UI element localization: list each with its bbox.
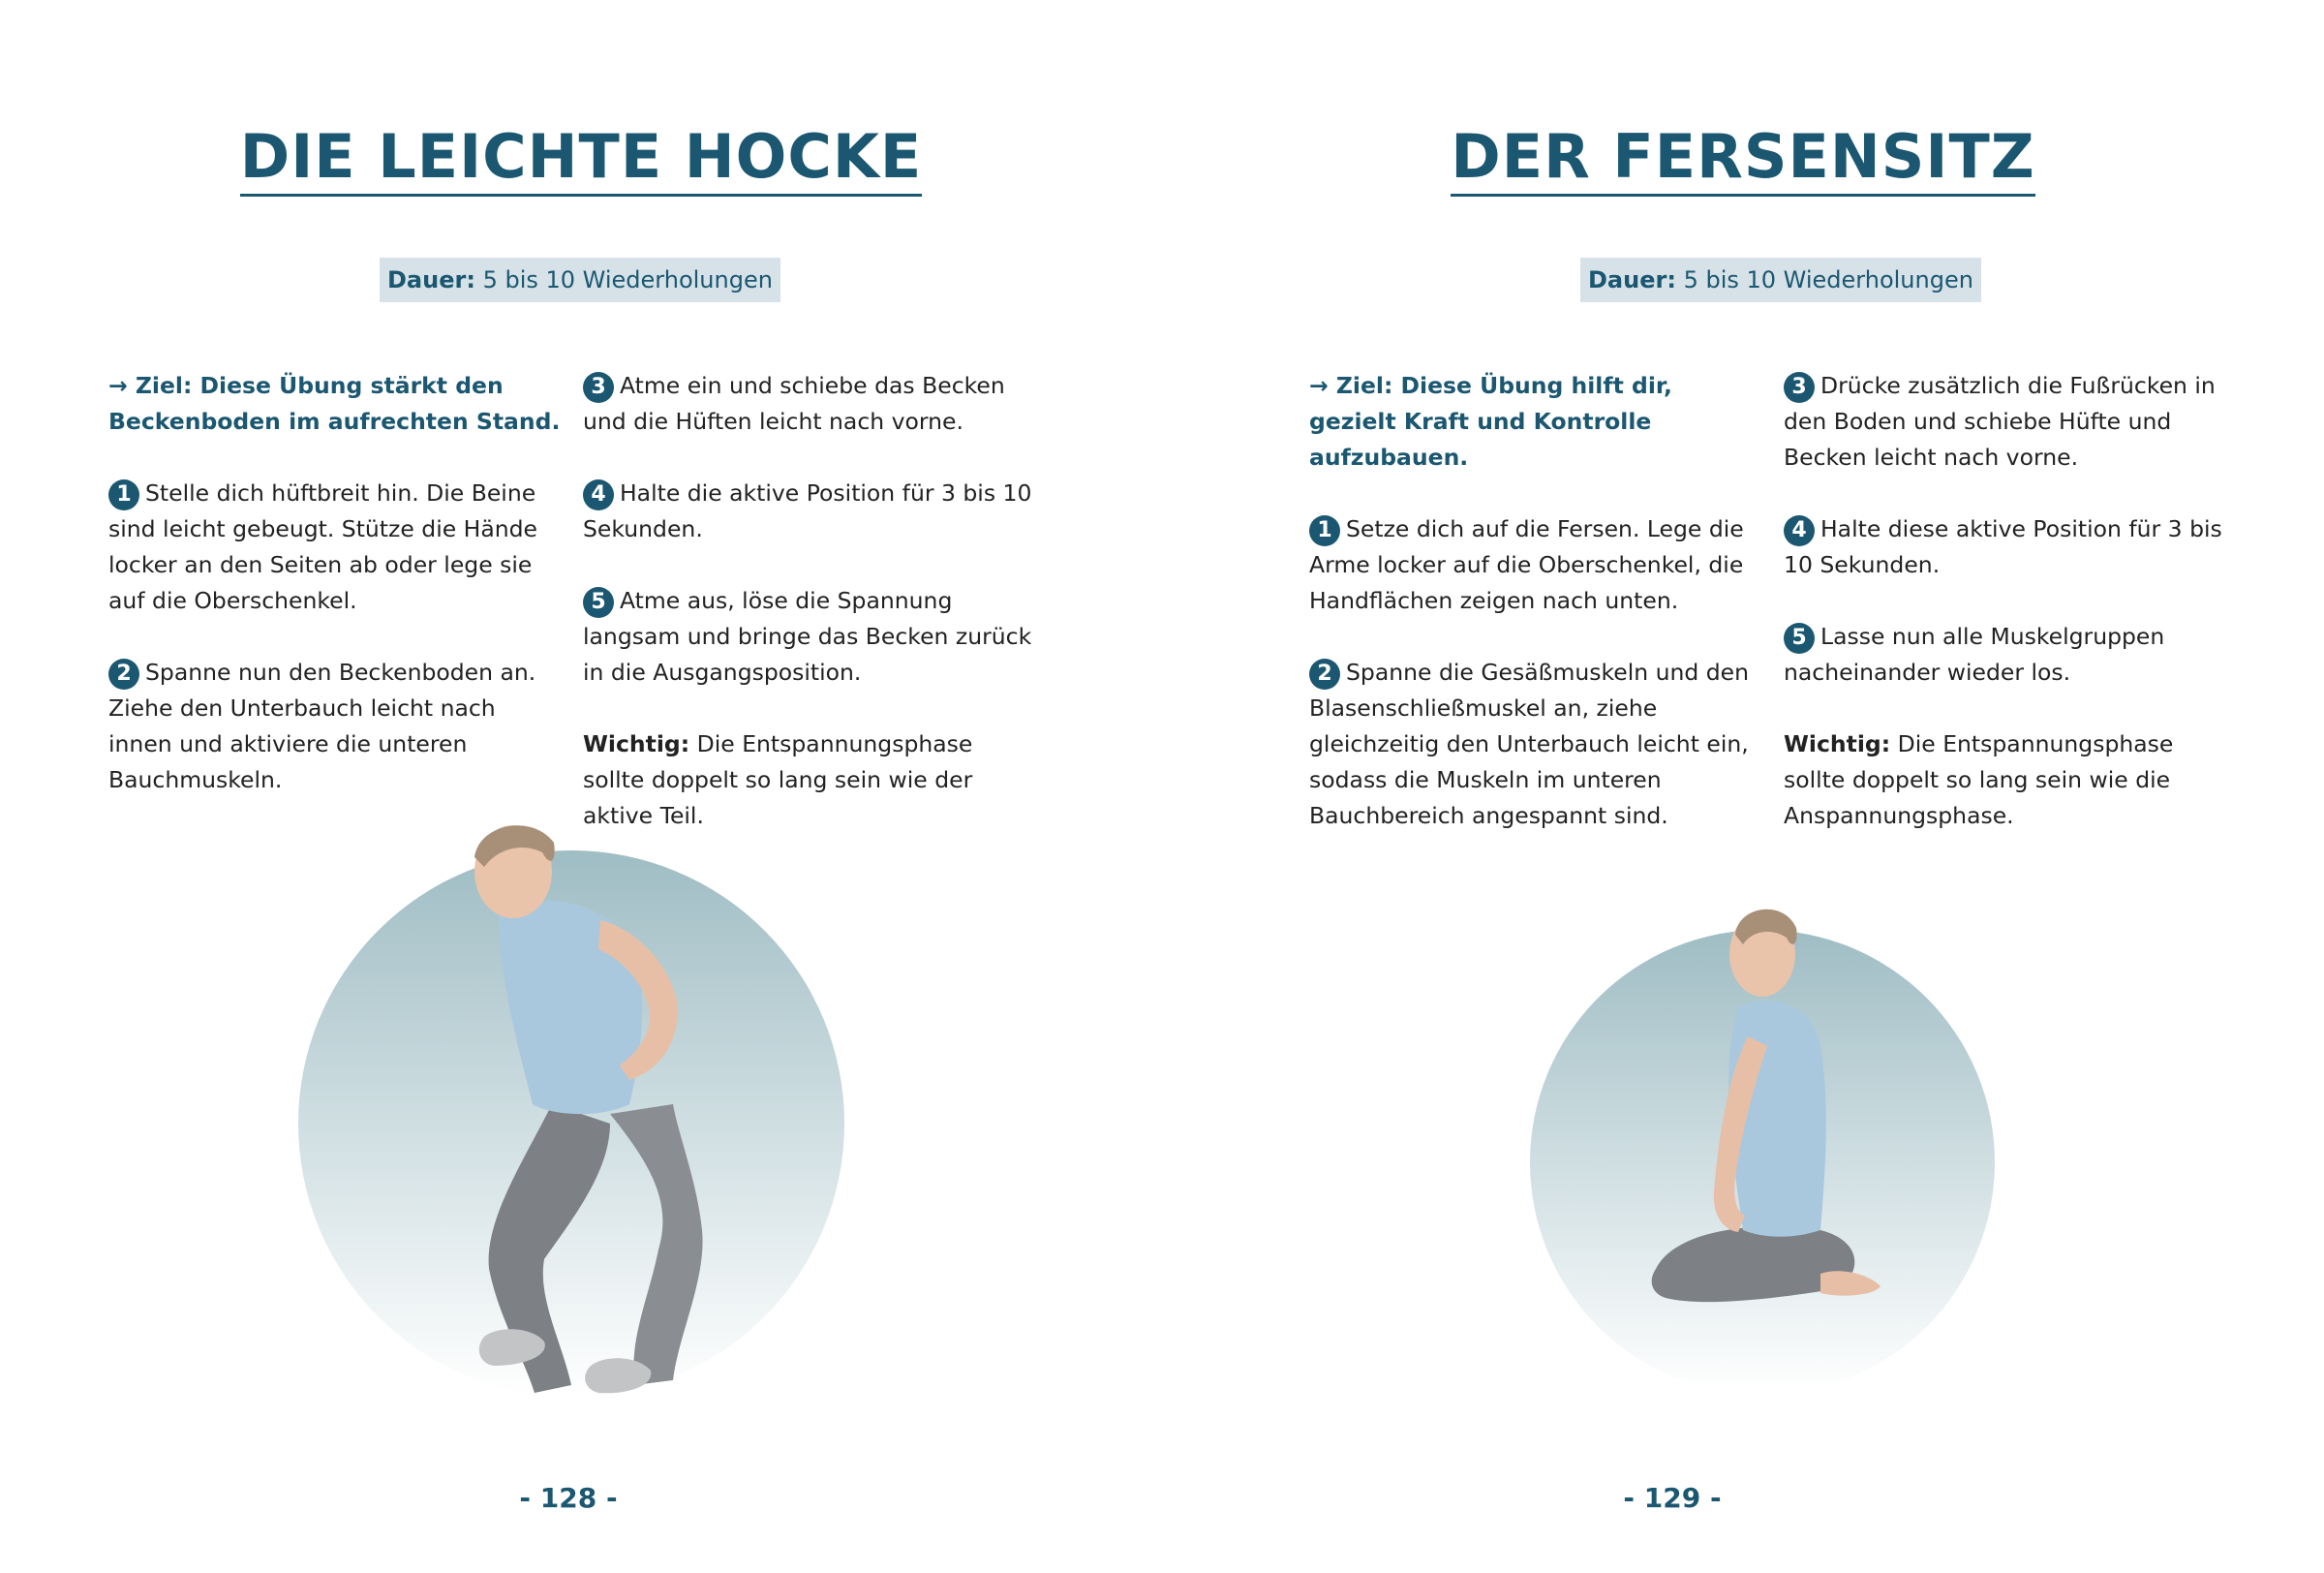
left-step-2 (108, 655, 564, 798)
right-step-3 (1784, 368, 2239, 476)
left-step-5-text: Atme aus, löse die Spannung langsam und bringe das Becken zurück in die Ausgangsposition. (583, 587, 1032, 686)
right-step-5-text: Lasse nun alle Muskelgruppen nacheinander wieder los. (1784, 623, 2165, 686)
right-step-1 (1309, 511, 1764, 619)
left-step-5 (583, 583, 1038, 691)
step-number-5: 5 (1784, 623, 1815, 654)
right-page-title: DER FERSENSITZ (1451, 120, 2034, 197)
step-number-3: 3 (583, 372, 614, 403)
right-goal: → Ziel: Diese Übung hilft dir, gezielt Kraft und Kontrolle aufzubauen. (1309, 372, 1672, 471)
left-step-3-text: Atme ein und schiebe das Becken und die Hüften leicht nach vorne. (583, 372, 1005, 435)
step-number-5: 5 (583, 587, 614, 618)
kneeling-figure-illustration (1530, 881, 2014, 1385)
left-duration-badge (380, 258, 780, 302)
right-step-4-text: Halte diese aktive Position für 3 bis 10 Sekunden. (1784, 515, 2222, 578)
left-step-4 (583, 476, 1038, 547)
right-duration-value: 5 bis 10 Wiederholungen (1683, 266, 1973, 293)
right-step-2-text: Spanne die Gesäßmuskeln und den Blasenschließmuskel an, ziehe gleichzeitig den Unterbauch leicht ein, sodass die Muskeln im unteren Bauchbereich angespannt sind. (1309, 659, 1750, 829)
right-step-2 (1309, 655, 1764, 834)
step-number-4: 4 (1784, 515, 1815, 546)
right-step-5 (1784, 619, 2239, 691)
right-duration-badge (1580, 258, 1981, 302)
right-duration-label: Dauer: (1588, 266, 1676, 293)
left-step-1 (108, 476, 564, 619)
right-column-2 (1784, 368, 2239, 870)
left-page-title: DIE LEICHTE HOCKE (240, 120, 923, 197)
right-title-wrap (1162, 120, 2324, 197)
right-step-4 (1784, 511, 2239, 583)
left-step-2-text: Spanne nun den Beckenboden an. Ziehe den Unterbauch leicht nach innen und aktiviere die unteren Bauchmuskeln. (108, 659, 536, 793)
step-number-1: 1 (1309, 515, 1340, 546)
step-number-3: 3 (1784, 372, 1815, 403)
left-important-label: Wichtig: (583, 730, 690, 757)
left-duration-label: Dauer: (387, 266, 475, 293)
left-duration-value: 5 bis 10 Wiederholungen (482, 266, 773, 293)
left-important-text: Die Entspannungsphase sollte doppelt so lang sein wie der aktive Teil. (583, 730, 973, 829)
step-number-2: 2 (108, 659, 139, 690)
step-number-2: 2 (1309, 659, 1340, 690)
right-step-1-text: Setze dich auf die Fersen. Lege die Arme locker auf die Oberschenkel, die Handflächen zeigen nach unten. (1309, 515, 1744, 614)
left-goal: → Ziel: Diese Übung stärkt den Beckenboden im aufrechten Stand. (108, 372, 561, 435)
right-column-1 (1309, 368, 1764, 870)
right-important-text: Die Entspannungsphase sollte doppelt so lang sein wie die Anspannungsphase. (1784, 730, 2174, 829)
left-title-wrap (0, 120, 1162, 197)
left-column-1 (108, 368, 564, 834)
squat-figure-illustration (290, 814, 852, 1414)
right-page-number: - 129 - (1623, 1482, 1722, 1514)
right-important-label: Wichtig: (1784, 730, 1891, 757)
right-step-3-text: Drücke zusätzlich die Fußrücken in den Boden und schiebe Hüfte und Becken leicht nach vorne. (1784, 372, 2216, 471)
left-column-2 (583, 368, 1038, 870)
right-page (1162, 0, 2324, 1573)
step-number-4: 4 (583, 479, 614, 510)
step-number-1: 1 (108, 479, 139, 510)
left-step-3 (583, 368, 1038, 440)
left-step-4-text: Halte die aktive Position für 3 bis 10 Sekunden. (583, 479, 1032, 542)
left-page-number: - 128 - (519, 1482, 618, 1514)
right-important-note (1784, 726, 2239, 834)
left-step-1-text: Stelle dich hüftbreit hin. Die Beine sind leicht gebeugt. Stütze die Hände locker an den Seiten ab oder lege sie auf die Oberschenkel. (108, 479, 538, 614)
